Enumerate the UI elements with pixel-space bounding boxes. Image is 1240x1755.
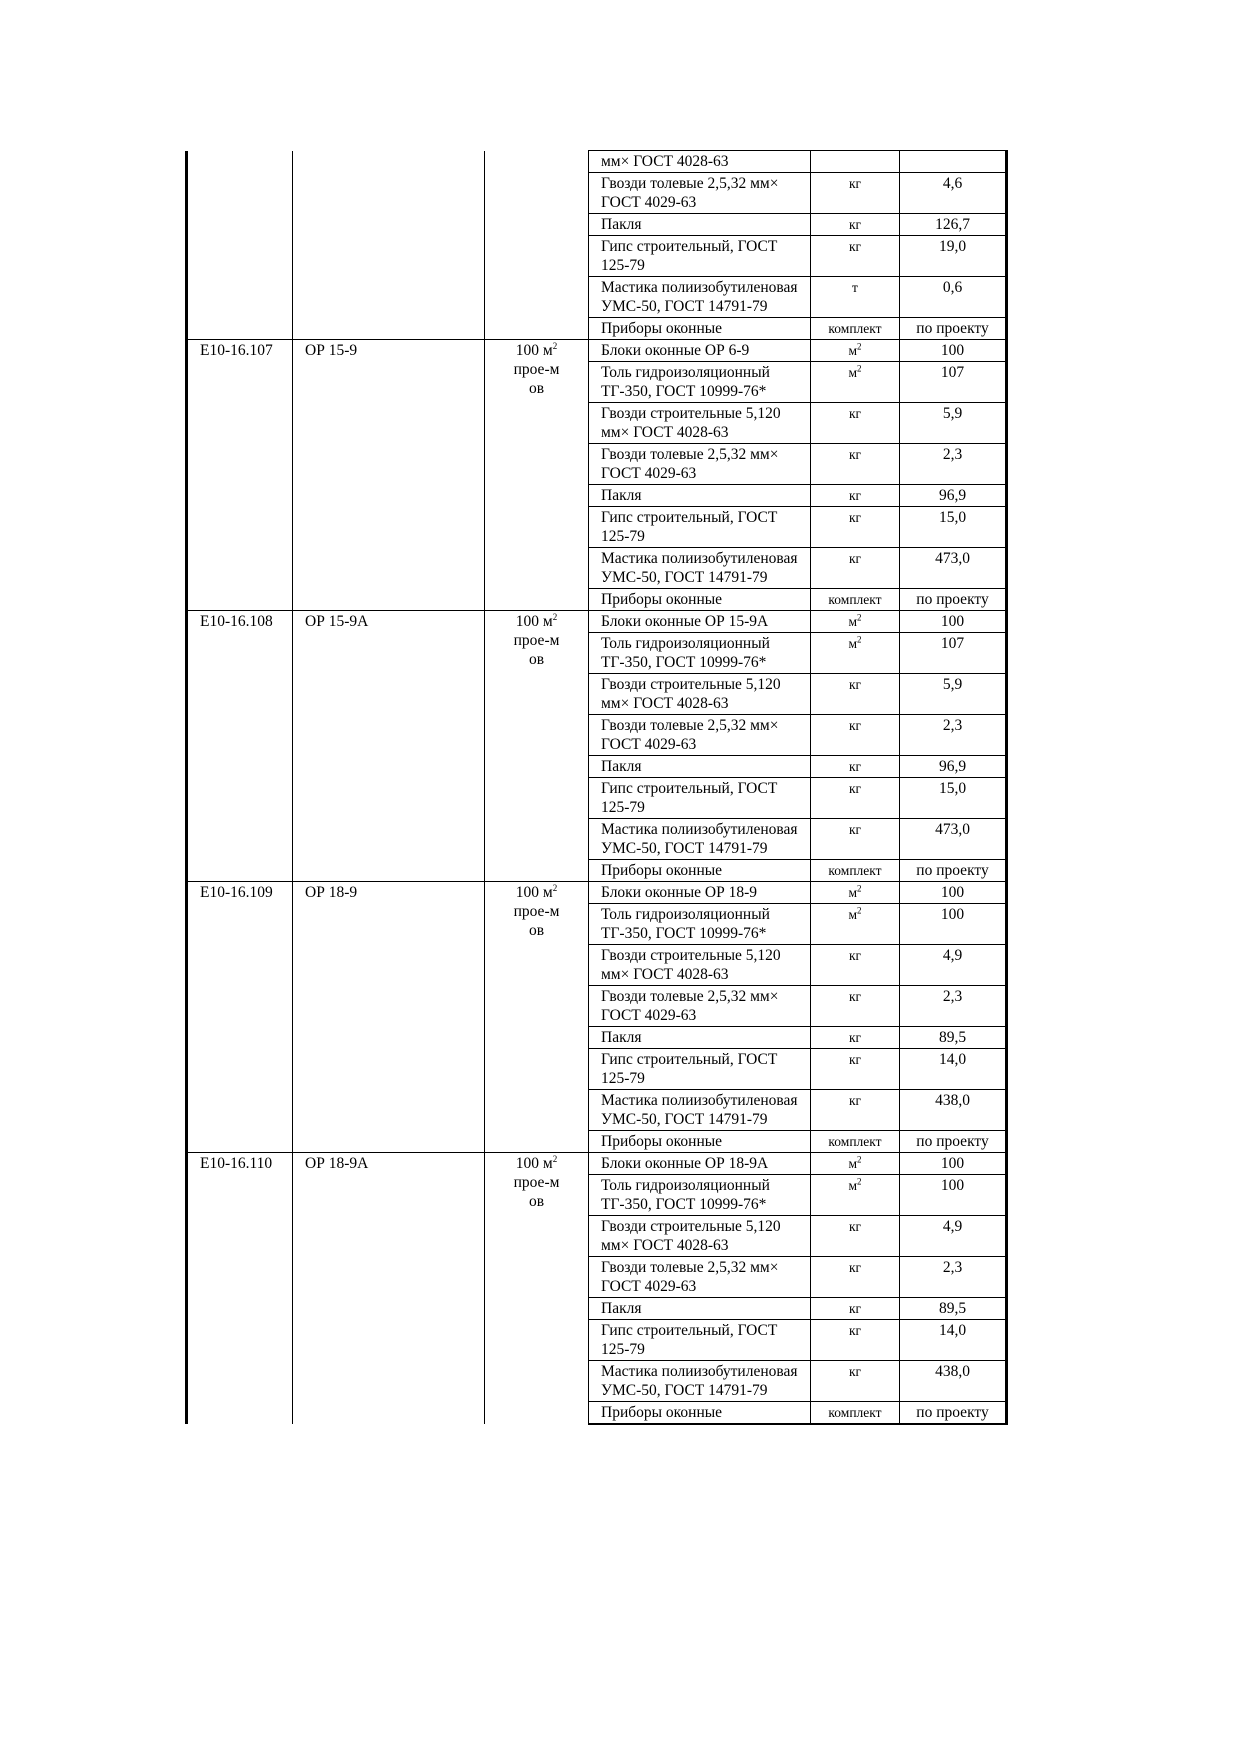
resource-name: Приборы оконные — [589, 860, 811, 882]
norm-unit-main: 100 м — [515, 884, 553, 901]
measure-unit-text: кг — [848, 1052, 862, 1067]
resource-name: Пакля — [589, 485, 811, 507]
measure-unit-exponent: 2 — [857, 1176, 862, 1187]
quantity: 15,0 — [900, 778, 1007, 819]
quantity: 89,5 — [900, 1298, 1007, 1320]
resource-name: Приборы оконные — [589, 1131, 811, 1153]
measure-unit — [811, 277, 900, 318]
resource-name: Толь гидроизоляционный ТГ-350, ГОСТ 10999-76* — [589, 904, 811, 945]
measure-unit — [811, 485, 900, 507]
norm-code: Е10-16.107 — [187, 340, 293, 611]
measure-unit-exponent: 2 — [857, 363, 862, 374]
norm-unit-main: 100 м — [515, 613, 553, 630]
resource-name: Пакля — [589, 1027, 811, 1049]
quantity: 4,9 — [900, 1216, 1007, 1257]
measure-unit-text: м — [848, 343, 858, 358]
resource-name: Гипс строительный, ГОСТ 125-79 — [589, 1049, 811, 1090]
measure-unit-text: кг — [848, 1219, 862, 1234]
measure-unit — [811, 674, 900, 715]
window-block-name: ОР 15-9 — [293, 340, 485, 611]
measure-unit — [811, 882, 900, 904]
quantity: 19,0 — [900, 236, 1007, 277]
measure-unit — [811, 403, 900, 444]
measure-unit-text: кг — [848, 989, 862, 1004]
quantity: 2,3 — [900, 1257, 1007, 1298]
table-body — [187, 151, 1007, 1425]
quantity: 107 — [900, 633, 1007, 674]
resource-name: мм× ГОСТ 4028-63 — [589, 151, 811, 173]
norm-code: Е10-16.110 — [187, 1153, 293, 1425]
measure-unit — [811, 945, 900, 986]
measure-unit — [811, 756, 900, 778]
measure-unit — [811, 1153, 900, 1175]
resource-name: Пакля — [589, 1298, 811, 1320]
measure-unit-exponent: 2 — [857, 883, 862, 894]
norm-code: Е10-16.109 — [187, 882, 293, 1153]
measure-unit-text: кг — [848, 1364, 862, 1379]
window-block-name: ОР 18-9 — [293, 882, 485, 1153]
measure-unit-text: кг — [848, 447, 862, 462]
quantity: 96,9 — [900, 485, 1007, 507]
quantity: 2,3 — [900, 986, 1007, 1027]
measure-unit-text: комплект — [828, 863, 882, 878]
quantity: 100 — [900, 340, 1007, 362]
measure-unit — [811, 1027, 900, 1049]
measure-unit-text: кг — [848, 1030, 862, 1045]
measure-unit-exponent: 2 — [857, 341, 862, 352]
measure-unit — [811, 778, 900, 819]
measure-unit-text: кг — [848, 239, 862, 254]
resource-name: Блоки оконные ОР 15-9А — [589, 611, 811, 633]
quantity: 89,5 — [900, 1027, 1007, 1049]
measure-unit-text: кг — [848, 1260, 862, 1275]
measure-unit-text: кг — [848, 551, 862, 566]
resource-name: Гвозди толевые 2,5,32 мм× ГОСТ 4029-63 — [589, 986, 811, 1027]
quantity: 100 — [900, 904, 1007, 945]
quantity: 473,0 — [900, 819, 1007, 860]
measure-unit-text: кг — [848, 406, 862, 421]
resource-name: Гвозди строительные 5,120 мм× ГОСТ 4028-63 — [589, 403, 811, 444]
measure-unit — [811, 1216, 900, 1257]
measure-unit — [811, 362, 900, 403]
resource-name: Пакля — [589, 214, 811, 236]
measure-unit-text: комплект — [828, 1134, 882, 1149]
resource-name: Блоки оконные ОР 18-9 — [589, 882, 811, 904]
measure-unit-text: кг — [848, 217, 862, 232]
norm-unit — [485, 882, 589, 1153]
measure-unit — [811, 548, 900, 589]
measure-unit-text: кг — [848, 176, 862, 191]
quantity: 100 — [900, 882, 1007, 904]
table-row — [187, 151, 1007, 173]
measure-unit-text: кг — [848, 488, 862, 503]
measure-unit-text: т — [852, 280, 858, 295]
resource-name: Гипс строительный, ГОСТ 125-79 — [589, 236, 811, 277]
resource-name: Гипс строительный, ГОСТ 125-79 — [589, 507, 811, 548]
resource-name: Мастика полиизобутиленовая УМС-50, ГОСТ 14791-79 — [589, 1361, 811, 1402]
norm-unit-exponent: 2 — [552, 882, 558, 893]
quantity: 100 — [900, 1175, 1007, 1216]
measure-unit-exponent: 2 — [857, 634, 862, 645]
quantity: 126,7 — [900, 214, 1007, 236]
resource-name: Гвозди толевые 2,5,32 мм× ГОСТ 4029-63 — [589, 444, 811, 485]
resource-name: Мастика полиизобутиленовая УМС-50, ГОСТ 14791-79 — [589, 548, 811, 589]
quantity: 438,0 — [900, 1361, 1007, 1402]
measure-unit — [811, 986, 900, 1027]
quantity: по проекту — [900, 860, 1007, 882]
measure-unit-text: м — [848, 885, 858, 900]
quantity: 100 — [900, 611, 1007, 633]
measure-unit-text: м — [848, 1156, 858, 1171]
norm-unit-main: 100 м — [515, 1155, 553, 1172]
quantity: 4,9 — [900, 945, 1007, 986]
measure-unit-text: комплект — [828, 1405, 882, 1420]
measure-unit — [811, 1090, 900, 1131]
resource-name: Гипс строительный, ГОСТ 125-79 — [589, 778, 811, 819]
resource-name: Мастика полиизобутиленовая УМС-50, ГОСТ 14791-79 — [589, 277, 811, 318]
resource-name: Толь гидроизоляционный ТГ-350, ГОСТ 10999-76* — [589, 633, 811, 674]
quantity: по проекту — [900, 1402, 1007, 1425]
quantity: 107 — [900, 362, 1007, 403]
measure-unit-text: кг — [848, 1093, 862, 1108]
measure-unit — [811, 633, 900, 674]
measure-unit — [811, 611, 900, 633]
measure-unit-text: кг — [848, 781, 862, 796]
quantity: по проекту — [900, 1131, 1007, 1153]
measure-unit — [811, 1361, 900, 1402]
measure-unit — [811, 444, 900, 485]
window-block-name: ОР 15-9А — [293, 611, 485, 882]
measure-unit — [811, 340, 900, 362]
measure-unit-text: комплект — [828, 592, 882, 607]
measure-unit-text: кг — [848, 1301, 862, 1316]
measure-unit — [811, 1257, 900, 1298]
quantity: 2,3 — [900, 715, 1007, 756]
norm-unit-rest: прое-мов — [513, 1174, 560, 1210]
resource-name: Гипс строительный, ГОСТ 125-79 — [589, 1320, 811, 1361]
measure-unit-text: м — [848, 365, 858, 380]
quantity: 14,0 — [900, 1320, 1007, 1361]
table-row — [187, 1153, 1007, 1175]
resource-name: Мастика полиизобутиленовая УМС-50, ГОСТ 14791-79 — [589, 1090, 811, 1131]
measure-unit-text: м — [848, 636, 858, 651]
resource-name: Толь гидроизоляционный ТГ-350, ГОСТ 10999-76* — [589, 362, 811, 403]
resource-name: Толь гидроизоляционный ТГ-350, ГОСТ 10999-76* — [589, 1175, 811, 1216]
measure-unit — [811, 860, 900, 882]
norm-unit-rest: прое-мов — [513, 361, 560, 397]
quantity: по проекту — [900, 318, 1007, 340]
quantity: 473,0 — [900, 548, 1007, 589]
measure-unit — [811, 236, 900, 277]
measure-unit-text: кг — [848, 718, 862, 733]
measure-unit — [811, 589, 900, 611]
measure-unit-text: м — [848, 614, 858, 629]
measure-unit-exponent: 2 — [857, 612, 862, 623]
measure-unit-text: м — [848, 1178, 858, 1193]
quantity: 5,9 — [900, 403, 1007, 444]
measure-unit — [811, 819, 900, 860]
measure-unit — [811, 507, 900, 548]
quantity: 438,0 — [900, 1090, 1007, 1131]
resource-name: Приборы оконные — [589, 589, 811, 611]
quantity: 0,6 — [900, 277, 1007, 318]
quantity: 15,0 — [900, 507, 1007, 548]
quantity — [900, 151, 1007, 173]
resource-name: Мастика полиизобутиленовая УМС-50, ГОСТ 14791-79 — [589, 819, 811, 860]
measure-unit — [811, 1320, 900, 1361]
code-cell-continued — [187, 151, 293, 340]
resource-name: Блоки оконные ОР 18-9А — [589, 1153, 811, 1175]
measure-unit-text: кг — [848, 1323, 862, 1338]
measure-unit — [811, 1402, 900, 1425]
resource-name: Гвозди строительные 5,120 мм× ГОСТ 4028-63 — [589, 674, 811, 715]
resource-name: Пакля — [589, 756, 811, 778]
resource-name: Гвозди толевые 2,5,32 мм× ГОСТ 4029-63 — [589, 1257, 811, 1298]
quantity: 96,9 — [900, 756, 1007, 778]
measure-unit — [811, 173, 900, 214]
measure-unit-text: м — [848, 907, 858, 922]
measure-unit-text: кг — [848, 677, 862, 692]
resource-name: Приборы оконные — [589, 318, 811, 340]
measure-unit-text: кг — [848, 510, 862, 525]
quantity: 14,0 — [900, 1049, 1007, 1090]
quantity: 5,9 — [900, 674, 1007, 715]
measure-unit — [811, 904, 900, 945]
measure-unit — [811, 1049, 900, 1090]
measure-unit — [811, 715, 900, 756]
norm-unit-exponent: 2 — [552, 1153, 558, 1164]
norm-unit-exponent: 2 — [552, 611, 558, 622]
resource-name: Приборы оконные — [589, 1402, 811, 1425]
measure-unit — [811, 1175, 900, 1216]
measure-unit — [811, 318, 900, 340]
window-block-name: ОР 18-9А — [293, 1153, 485, 1425]
norm-code: Е10-16.108 — [187, 611, 293, 882]
measure-unit-text: кг — [848, 759, 862, 774]
unit-cell-continued — [485, 151, 589, 340]
measure-unit-exponent: 2 — [857, 1154, 862, 1165]
norm-unit — [485, 340, 589, 611]
measure-unit-text: комплект — [828, 321, 882, 336]
name-cell-continued — [293, 151, 485, 340]
norm-unit-rest: прое-мов — [513, 632, 560, 668]
quantity: 4,6 — [900, 173, 1007, 214]
resource-name: Гвозди толевые 2,5,32 мм× ГОСТ 4029-63 — [589, 173, 811, 214]
table-row — [187, 882, 1007, 904]
measure-unit-text: кг — [848, 822, 862, 837]
resource-name: Гвозди толевые 2,5,32 мм× ГОСТ 4029-63 — [589, 715, 811, 756]
measure-unit — [811, 1131, 900, 1153]
norm-unit-rest: прое-мов — [513, 903, 560, 939]
norm-unit — [485, 1153, 589, 1425]
resource-name: Блоки оконные ОР 6-9 — [589, 340, 811, 362]
measure-unit — [811, 1298, 900, 1320]
resource-name: Гвозди строительные 5,120 мм× ГОСТ 4028-63 — [589, 945, 811, 986]
resource-name: Гвозди строительные 5,120 мм× ГОСТ 4028-63 — [589, 1216, 811, 1257]
resource-norms-table — [185, 150, 1008, 1425]
measure-unit-exponent: 2 — [857, 905, 862, 916]
quantity: 2,3 — [900, 444, 1007, 485]
measure-unit-text: кг — [848, 948, 862, 963]
table-row — [187, 611, 1007, 633]
norm-unit-exponent: 2 — [552, 340, 558, 351]
measure-unit — [811, 151, 900, 173]
norm-unit — [485, 611, 589, 882]
quantity: по проекту — [900, 589, 1007, 611]
quantity: 100 — [900, 1153, 1007, 1175]
measure-unit — [811, 214, 900, 236]
norms-document — [185, 150, 1005, 1425]
norm-unit-main: 100 м — [515, 342, 553, 359]
table-row — [187, 340, 1007, 362]
